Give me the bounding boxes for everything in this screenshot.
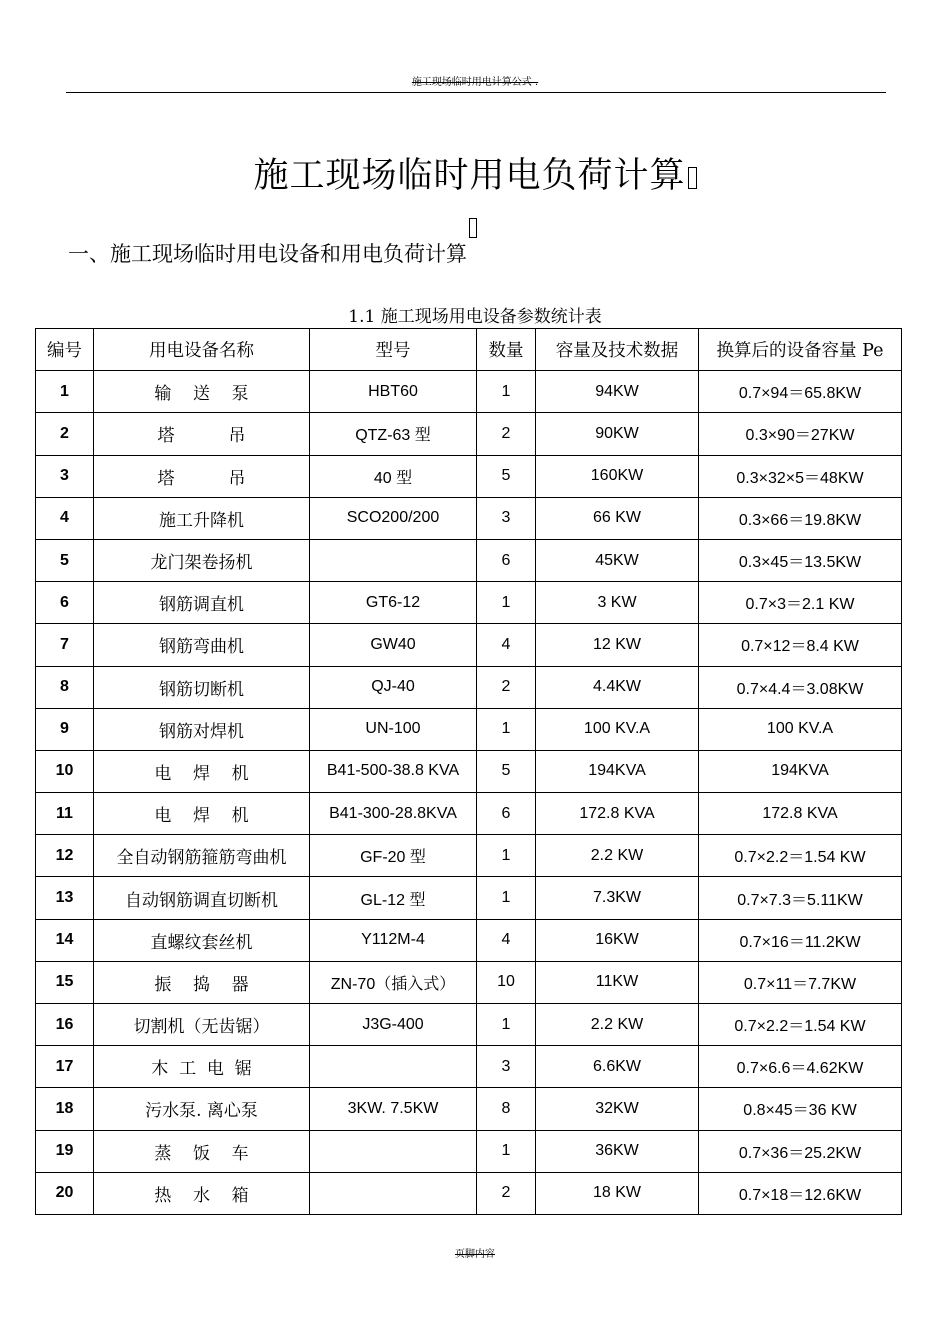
cell-converted-capacity: 0.7×11＝7.7KW [699,961,902,1003]
document-title-text: 施工现场临时用电负荷计算 [253,156,686,196]
cell-number: 2 [36,413,94,455]
cell-number: 1 [36,371,94,413]
cell-model: ZN-70（插入式） [310,961,477,1003]
cell-quantity: 1 [477,371,536,413]
cell-quantity: 4 [477,624,536,666]
cell-number: 6 [36,582,94,624]
table-row [36,750,902,792]
cell-number: 9 [36,708,94,750]
cell-number: 10 [36,750,94,792]
cell-capacity: 194KVA [536,750,699,792]
cell-converted-capacity: 0.7×94＝65.8KW [699,371,902,413]
equipment-table [35,328,902,1215]
header-rule [66,92,886,93]
document-title [0,148,950,198]
table-body [36,371,902,1215]
cell-converted-capacity: 0.7×3＝2.1 KW [699,582,902,624]
cell-equipment-name: 木 工 电 锯 [94,1046,310,1088]
cell-model: B41-300-28.8KVA [310,793,477,835]
cell-converted-capacity: 0.7×4.4＝3.08KW [699,666,902,708]
running-header: 施工现场临时用电计算公式 . [411,77,539,88]
column-header-equipment-name: 用电设备名称 [94,329,310,371]
cell-model [310,539,477,581]
cell-equipment-name: 施工升降机 [94,497,310,539]
cell-number: 19 [36,1130,94,1172]
table-row [36,371,902,413]
cell-converted-capacity: 0.7×2.2＝1.54 KW [699,835,902,877]
cell-converted-capacity: 0.7×7.3＝5.11KW [699,877,902,919]
cell-equipment-name: 钢筋调直机 [94,582,310,624]
cell-model: 3KW. 7.5KW [310,1088,477,1130]
cell-number: 8 [36,666,94,708]
cell-model: GL-12 型 [310,877,477,919]
table-row [36,1046,902,1088]
table-row [36,539,902,581]
placeholder-box-icon [688,167,697,189]
cell-converted-capacity: 0.3×90＝27KW [699,413,902,455]
cell-equipment-name: 钢筋切断机 [94,666,310,708]
cell-quantity: 5 [477,455,536,497]
cell-converted-capacity: 0.7×12＝8.4 KW [699,624,902,666]
cell-model: GW40 [310,624,477,666]
table-row [36,708,902,750]
cell-capacity: 94KW [536,371,699,413]
cell-number: 11 [36,793,94,835]
cell-capacity: 18 KW [536,1172,699,1214]
cell-quantity: 1 [477,708,536,750]
cell-equipment-name: 污水泵. 离心泵 [94,1088,310,1130]
cell-quantity: 1 [477,835,536,877]
cell-converted-capacity: 0.7×6.6＝4.62KW [699,1046,902,1088]
cell-quantity: 3 [477,497,536,539]
section-heading [68,238,477,268]
cell-quantity: 2 [477,1172,536,1214]
cell-model [310,1046,477,1088]
cell-quantity: 4 [477,919,536,961]
cell-capacity: 7.3KW [536,877,699,919]
cell-number: 4 [36,497,94,539]
cell-converted-capacity: 0.8×45＝36 KW [699,1088,902,1130]
cell-number: 5 [36,539,94,581]
cell-model: B41-500-38.8 KVA [310,750,477,792]
table-row [36,582,902,624]
table-row [36,455,902,497]
cell-number: 16 [36,1004,94,1046]
cell-quantity: 3 [477,1046,536,1088]
cell-number: 12 [36,835,94,877]
table-caption: 1.1 施工现场用电设备参数统计表 [348,307,602,327]
cell-quantity: 6 [477,793,536,835]
table-row [36,793,902,835]
cell-capacity: 45KW [536,539,699,581]
cell-converted-capacity: 194KVA [699,750,902,792]
cell-capacity: 100 KV.A [536,708,699,750]
cell-number: 13 [36,877,94,919]
cell-capacity: 12 KW [536,624,699,666]
cell-equipment-name: 钢筋对焊机 [94,708,310,750]
cell-model: Y112M-4 [310,919,477,961]
cell-model: QJ-40 [310,666,477,708]
placeholder-box-icon [469,218,477,238]
cell-converted-capacity: 0.3×66＝19.8KW [699,497,902,539]
cell-converted-capacity: 0.3×32×5＝48KW [699,455,902,497]
section-heading-text: 一、施工现场临时用电设备和用电负荷计算 [68,242,467,266]
cell-model: 40 型 [310,455,477,497]
cell-capacity: 36KW [536,1130,699,1172]
table-row [36,624,902,666]
column-header-quantity: 数量 [477,329,536,371]
cell-capacity: 160KW [536,455,699,497]
cell-capacity: 16KW [536,919,699,961]
cell-number: 15 [36,961,94,1003]
cell-model: GF-20 型 [310,835,477,877]
cell-capacity: 4.4KW [536,666,699,708]
page-footer: 页脚内容 [455,1249,495,1260]
cell-equipment-name: 塔 吊 [94,455,310,497]
cell-converted-capacity: 100 KV.A [699,708,902,750]
cell-capacity: 11KW [536,961,699,1003]
table-row [36,961,902,1003]
cell-converted-capacity: 0.7×2.2＝1.54 KW [699,1004,902,1046]
cell-quantity: 2 [477,413,536,455]
cell-capacity: 32KW [536,1088,699,1130]
table-header-row [36,329,902,371]
cell-quantity: 2 [477,666,536,708]
cell-quantity: 10 [477,961,536,1003]
cell-capacity: 3 KW [536,582,699,624]
cell-equipment-name: 蒸 饭 车 [94,1130,310,1172]
cell-number: 7 [36,624,94,666]
table-row [36,1130,902,1172]
cell-equipment-name: 电 焊 机 [94,793,310,835]
cell-model: QTZ-63 型 [310,413,477,455]
cell-number: 20 [36,1172,94,1214]
cell-model: UN-100 [310,708,477,750]
cell-quantity: 5 [477,750,536,792]
table-row [36,919,902,961]
table-row [36,1088,902,1130]
cell-model: SCO200/200 [310,497,477,539]
column-header-converted-capacity: 换算后的设备容量 Pe [699,329,902,371]
table-row [36,877,902,919]
cell-equipment-name: 自动钢筋调直切断机 [94,877,310,919]
cell-quantity: 1 [477,1004,536,1046]
cell-quantity: 1 [477,877,536,919]
cell-converted-capacity: 0.7×18＝12.6KW [699,1172,902,1214]
cell-equipment-name: 塔 吊 [94,413,310,455]
cell-equipment-name: 钢筋弯曲机 [94,624,310,666]
table-row [36,1172,902,1214]
cell-model [310,1172,477,1214]
column-header-capacity: 容量及技术数据 [536,329,699,371]
cell-capacity: 6.6KW [536,1046,699,1088]
table-row [36,1004,902,1046]
cell-capacity: 66 KW [536,497,699,539]
table-row [36,413,902,455]
cell-equipment-name: 电 焊 机 [94,750,310,792]
cell-converted-capacity: 172.8 KVA [699,793,902,835]
cell-number: 3 [36,455,94,497]
cell-converted-capacity: 0.7×36＝25.2KW [699,1130,902,1172]
cell-model: J3G-400 [310,1004,477,1046]
cell-equipment-name: 切割机（无齿锯） [94,1004,310,1046]
cell-converted-capacity: 0.7×16＝11.2KW [699,919,902,961]
cell-equipment-name: 输 送 泵 [94,371,310,413]
column-header-number: 编号 [36,329,94,371]
cell-capacity: 2.2 KW [536,835,699,877]
cell-quantity: 8 [477,1088,536,1130]
cell-capacity: 90KW [536,413,699,455]
cell-capacity: 172.8 KVA [536,793,699,835]
cell-converted-capacity: 0.3×45＝13.5KW [699,539,902,581]
cell-equipment-name: 热 水 箱 [94,1172,310,1214]
cell-quantity: 1 [477,582,536,624]
cell-capacity: 2.2 KW [536,1004,699,1046]
cell-quantity: 6 [477,539,536,581]
cell-equipment-name: 振 捣 器 [94,961,310,1003]
cell-model [310,1130,477,1172]
table-row [36,497,902,539]
cell-model: HBT60 [310,371,477,413]
table-row [36,835,902,877]
column-header-model: 型号 [310,329,477,371]
cell-model: GT6-12 [310,582,477,624]
cell-number: 17 [36,1046,94,1088]
cell-equipment-name: 龙门架卷扬机 [94,539,310,581]
cell-equipment-name: 直螺纹套丝机 [94,919,310,961]
cell-number: 18 [36,1088,94,1130]
cell-number: 14 [36,919,94,961]
table-row [36,666,902,708]
cell-equipment-name: 全自动钢筋箍筋弯曲机 [94,835,310,877]
cell-quantity: 1 [477,1130,536,1172]
